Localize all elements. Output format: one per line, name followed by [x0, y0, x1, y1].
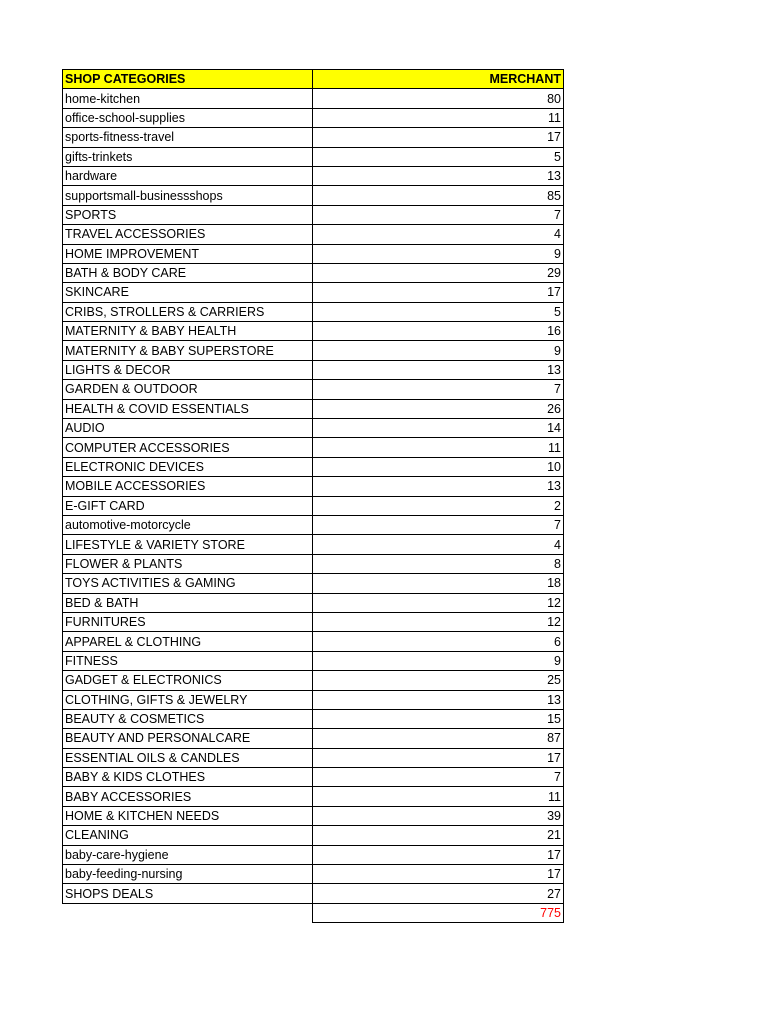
merchant-count-cell: 10 — [313, 457, 564, 476]
table-row — [63, 360, 564, 379]
merchant-count-cell: 26 — [313, 399, 564, 418]
table-row — [63, 263, 564, 282]
category-cell: AUDIO — [63, 419, 313, 438]
header-row — [63, 70, 564, 89]
category-cell: TRAVEL ACCESSORIES — [63, 225, 313, 244]
table-row — [63, 128, 564, 147]
table-row — [63, 671, 564, 690]
table-row — [63, 593, 564, 612]
merchant-count-cell: 9 — [313, 341, 564, 360]
merchant-count-cell: 7 — [313, 205, 564, 224]
merchant-count-cell: 14 — [313, 419, 564, 438]
merchant-count-cell: 12 — [313, 612, 564, 631]
merchant-count-cell: 27 — [313, 884, 564, 903]
merchant-count-cell: 17 — [313, 865, 564, 884]
merchant-count-cell: 5 — [313, 147, 564, 166]
category-cell: APPAREL & CLOTHING — [63, 632, 313, 651]
category-cell: TOYS ACTIVITIES & GAMING — [63, 574, 313, 593]
category-cell: COMPUTER ACCESSORIES — [63, 438, 313, 457]
table-row — [63, 89, 564, 108]
total-merchant-cell: 775 — [313, 903, 564, 922]
category-cell: SPORTS — [63, 205, 313, 224]
table-row — [63, 205, 564, 224]
category-cell: BABY & KIDS CLOTHES — [63, 768, 313, 787]
total-blank-cell — [63, 903, 313, 922]
table-row — [63, 554, 564, 573]
table-row — [63, 612, 564, 631]
table-row — [63, 283, 564, 302]
category-cell: BED & BATH — [63, 593, 313, 612]
header-merchant: MERCHANT — [313, 70, 564, 89]
table-row — [63, 438, 564, 457]
table-row — [63, 768, 564, 787]
category-cell: HEALTH & COVID ESSENTIALS — [63, 399, 313, 418]
category-cell: BEAUTY & COSMETICS — [63, 709, 313, 728]
table-row — [63, 690, 564, 709]
table-row — [63, 748, 564, 767]
header-shop-categories: SHOP CATEGORIES — [63, 70, 313, 89]
table-row — [63, 709, 564, 728]
category-cell: MATERNITY & BABY SUPERSTORE — [63, 341, 313, 360]
table-row — [63, 244, 564, 263]
merchant-count-cell: 13 — [313, 477, 564, 496]
category-cell: E-GIFT CARD — [63, 496, 313, 515]
category-cell: CLOTHING, GIFTS & JEWELRY — [63, 690, 313, 709]
category-cell: ELECTRONIC DEVICES — [63, 457, 313, 476]
category-cell: ESSENTIAL OILS & CANDLES — [63, 748, 313, 767]
merchant-count-cell: 9 — [313, 651, 564, 670]
table-row — [63, 457, 564, 476]
table-row — [63, 341, 564, 360]
table-row — [63, 302, 564, 321]
table-row — [63, 147, 564, 166]
table-row — [63, 419, 564, 438]
merchant-count-cell: 4 — [313, 535, 564, 554]
merchant-count-cell: 80 — [313, 89, 564, 108]
table-row — [63, 787, 564, 806]
category-cell: CRIBS, STROLLERS & CARRIERS — [63, 302, 313, 321]
merchant-count-cell: 13 — [313, 166, 564, 185]
merchant-count-cell: 15 — [313, 709, 564, 728]
merchant-count-cell: 12 — [313, 593, 564, 612]
merchant-count-cell: 17 — [313, 845, 564, 864]
category-cell: LIGHTS & DECOR — [63, 360, 313, 379]
table-row — [63, 166, 564, 185]
category-cell: HOME & KITCHEN NEEDS — [63, 806, 313, 825]
category-cell: SHOPS DEALS — [63, 884, 313, 903]
category-cell: MOBILE ACCESSORIES — [63, 477, 313, 496]
table-row — [63, 729, 564, 748]
table-row — [63, 826, 564, 845]
merchant-count-cell: 17 — [313, 128, 564, 147]
merchant-count-cell: 25 — [313, 671, 564, 690]
table-row — [63, 108, 564, 127]
merchant-count-cell: 17 — [313, 283, 564, 302]
merchant-count-cell: 7 — [313, 768, 564, 787]
table-row — [63, 477, 564, 496]
total-row — [63, 903, 564, 922]
merchant-count-cell: 4 — [313, 225, 564, 244]
merchant-count-cell: 18 — [313, 574, 564, 593]
category-cell: LIFESTYLE & VARIETY STORE — [63, 535, 313, 554]
table-row — [63, 884, 564, 903]
category-cell: MATERNITY & BABY HEALTH — [63, 322, 313, 341]
table-row — [63, 380, 564, 399]
merchant-count-cell: 87 — [313, 729, 564, 748]
merchant-count-cell: 11 — [313, 108, 564, 127]
category-cell: BABY ACCESSORIES — [63, 787, 313, 806]
category-cell: SKINCARE — [63, 283, 313, 302]
category-cell: supportsmall-businessshops — [63, 186, 313, 205]
category-cell: office-school-supplies — [63, 108, 313, 127]
merchant-count-cell: 9 — [313, 244, 564, 263]
shop-categories-table — [62, 69, 564, 923]
table-row — [63, 651, 564, 670]
category-cell: BATH & BODY CARE — [63, 263, 313, 282]
table-row — [63, 632, 564, 651]
table-row — [63, 399, 564, 418]
merchant-count-cell: 21 — [313, 826, 564, 845]
category-cell: automotive-motorcycle — [63, 515, 313, 534]
merchant-count-cell: 29 — [313, 263, 564, 282]
category-cell: hardware — [63, 166, 313, 185]
merchant-count-cell: 8 — [313, 554, 564, 573]
merchant-count-cell: 7 — [313, 515, 564, 534]
table-row — [63, 225, 564, 244]
table-row — [63, 865, 564, 884]
merchant-count-cell: 39 — [313, 806, 564, 825]
merchant-count-cell: 16 — [313, 322, 564, 341]
merchant-count-cell: 85 — [313, 186, 564, 205]
merchant-count-cell: 17 — [313, 748, 564, 767]
category-cell: FURNITURES — [63, 612, 313, 631]
merchant-count-cell: 13 — [313, 690, 564, 709]
category-cell: GADGET & ELECTRONICS — [63, 671, 313, 690]
merchant-count-cell: 6 — [313, 632, 564, 651]
table-row — [63, 496, 564, 515]
merchant-count-cell: 7 — [313, 380, 564, 399]
category-cell: GARDEN & OUTDOOR — [63, 380, 313, 399]
merchant-count-cell: 13 — [313, 360, 564, 379]
category-cell: sports-fitness-travel — [63, 128, 313, 147]
category-cell: baby-care-hygiene — [63, 845, 313, 864]
merchant-count-cell: 11 — [313, 438, 564, 457]
merchant-count-cell: 2 — [313, 496, 564, 515]
category-cell: baby-feeding-nursing — [63, 865, 313, 884]
category-cell: CLEANING — [63, 826, 313, 845]
table-row — [63, 845, 564, 864]
category-cell: home-kitchen — [63, 89, 313, 108]
table-row — [63, 186, 564, 205]
table-row — [63, 574, 564, 593]
table-body — [63, 70, 564, 923]
category-cell: gifts-trinkets — [63, 147, 313, 166]
merchant-count-cell: 5 — [313, 302, 564, 321]
category-cell: FITNESS — [63, 651, 313, 670]
category-cell: HOME IMPROVEMENT — [63, 244, 313, 263]
category-cell: BEAUTY AND PERSONALCARE — [63, 729, 313, 748]
table-row — [63, 806, 564, 825]
table-row — [63, 535, 564, 554]
table-row — [63, 515, 564, 534]
merchant-count-cell: 11 — [313, 787, 564, 806]
table-row — [63, 322, 564, 341]
category-cell: FLOWER & PLANTS — [63, 554, 313, 573]
